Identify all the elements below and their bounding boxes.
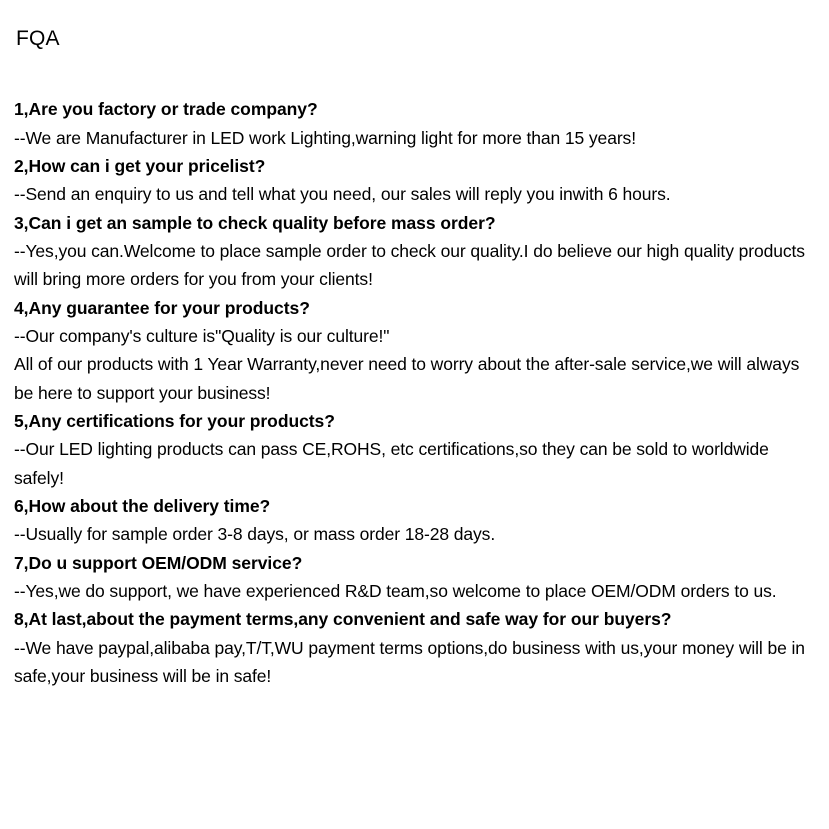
faq-question: 8,At last,about the payment terms,any convenient and safe way for our buyers? <box>14 609 672 630</box>
faq-question: 3,Can i get an sample to check quality before mass order? <box>14 212 496 233</box>
faq-answer: --Usually for sample order 3-8 days, or mass order 18-28 days. <box>14 524 496 545</box>
faq-item <box>14 407 815 492</box>
faq-question: 2,How can i get your pricelist? <box>14 155 266 176</box>
faq-answer: --Yes,you can.Welcome to place sample order to check our quality.I do believe our high quality products will bring more orders for you from your clients! <box>14 240 805 290</box>
faq-item <box>14 605 815 690</box>
faq-question: 1,Are you factory or trade company? <box>14 99 318 120</box>
faq-answer: --Our company's culture is"Quality is our culture!" <box>14 325 390 346</box>
faq-item <box>14 95 815 152</box>
page-title: FQA <box>16 27 60 50</box>
faq-answer: --We have paypal,alibaba pay,T/T,WU payment terms options,do business with us,your money will be in safe,your business will be in safe! <box>14 637 805 687</box>
faq-answer: --Send an enquiry to us and tell what you need, our sales will reply you inwith 6 hours. <box>14 184 671 205</box>
faq-item <box>14 152 815 209</box>
faq-answer: --Our LED lighting products can pass CE,ROHS, etc certifications,so they can be sold to worldwide safely! <box>14 439 769 488</box>
faq-answer: --We are Manufacturer in LED work Lighting,warning light for more than 15 years! <box>14 127 636 148</box>
faq-item <box>14 294 815 407</box>
faq-question: 4,Any guarantee for your products? <box>14 297 310 318</box>
faq-question: 7,Do u support OEM/ODM service? <box>14 552 303 573</box>
faq-item <box>14 209 815 294</box>
faq-list <box>14 95 815 690</box>
faq-question: 5,Any certifications for your products? <box>14 410 335 431</box>
faq-answer: --Yes,we do support, we have experienced R&D team,so welcome to place OEM/ODM orders to us. <box>14 581 777 602</box>
faq-answer-extra: All of our products with 1 Year Warranty,never need to worry about the after-sale service,we will always be here to support your business! <box>14 354 800 403</box>
faq-question: 6,How about the delivery time? <box>14 496 271 516</box>
faq-item <box>14 492 815 549</box>
faq-item <box>14 549 815 606</box>
